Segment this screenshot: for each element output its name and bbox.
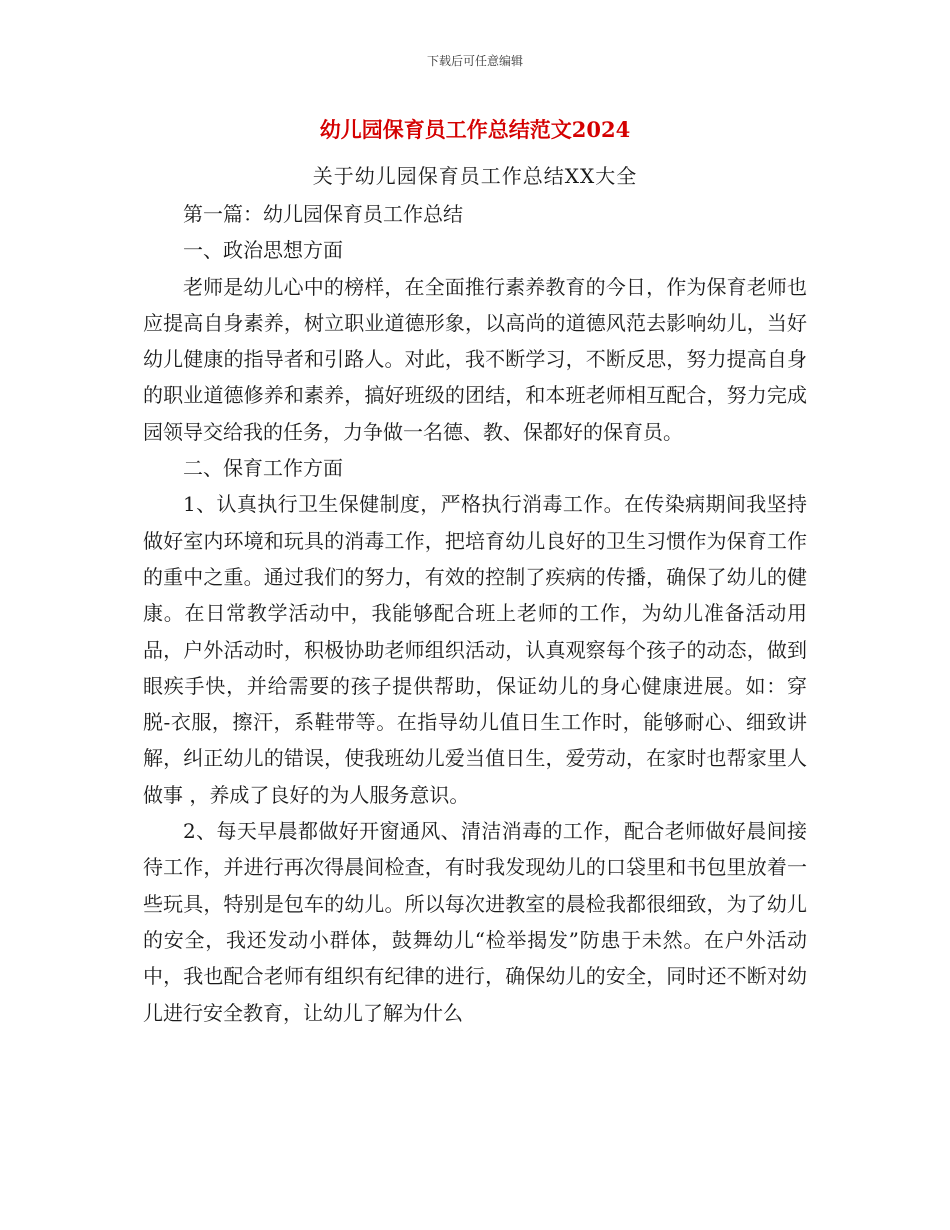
- subsection-heading: 一、政治思想方面: [183, 238, 343, 263]
- subsection-heading: 二、保育工作方面: [183, 456, 343, 481]
- page-header: 下载后可任意编辑: [426, 54, 523, 68]
- body-paragraph: 老师是幼儿心中的榜样，在全面推行素养教育的今日，作为保育老师也应提高自身素养，树立职业道德形象，以高尚的道德风范去影响幼儿，当好幼儿健康的指导者和引路人。对此，我不断学习，不断反思，努力提高自身的职业道德修养和素养，搞好班级的团结，和本班老师相互配合，努力完成园领导交给我的任务，力争做一名德、教、保都好的保育员。: [143, 274, 807, 444]
- body-paragraph: 1、认真执行卫生保健制度，严格执行消毒工作。在传染病期间我坚持做好室内环境和玩具的消毒工作，把培育幼儿良好的卫生习惯作为保育工作的重中之重。通过我们的努力，有效的控制了疾病的传播，确保了幼儿的健康。在日常教学活动中，我能够配合班上老师的工作，为幼儿准备活动用品，户外活动时，积极协助老师组织活动，认真观察每个孩子的动态，做到眼疾手快，并给需要的孩子提供帮助，保证幼儿的身心健康进展。如：穿脱-衣服，擦汗，系鞋带等。在指导幼儿值日生工作时，能够耐心、细致讲解，纠正幼儿的错误，使我班幼儿爱当值日生，爱劳动，在家时也帮家里人做事 ，养成了良好的为人服务意识。: [143, 492, 807, 807]
- body-paragraph: 2、每天早晨都做好开窗通风、清洁消毒的工作，配合老师做好晨间接待工作，并进行再次得晨间检查，有时我发现幼儿的口袋里和书包里放着一些玩具，特别是包车的幼儿。所以每次进教室的晨检我都很细致，为了幼儿的安全，我还发动小群体，鼓舞幼儿“检举揭发”防患于未然。在户外活动中，我也配合老师有组织有纪律的进行，确保幼儿的安全，同时还不断对幼儿进行安全教育，让幼儿了解为什么: [143, 819, 807, 1025]
- document-subtitle: 关于幼儿园保育员工作总结XX大全: [312, 164, 638, 188]
- document-body: [143, 196, 807, 1031]
- document-title: 幼儿园保育员工作总结范文2024: [319, 117, 631, 142]
- section-heading: 第一篇：幼儿园保育员工作总结: [183, 202, 463, 226]
